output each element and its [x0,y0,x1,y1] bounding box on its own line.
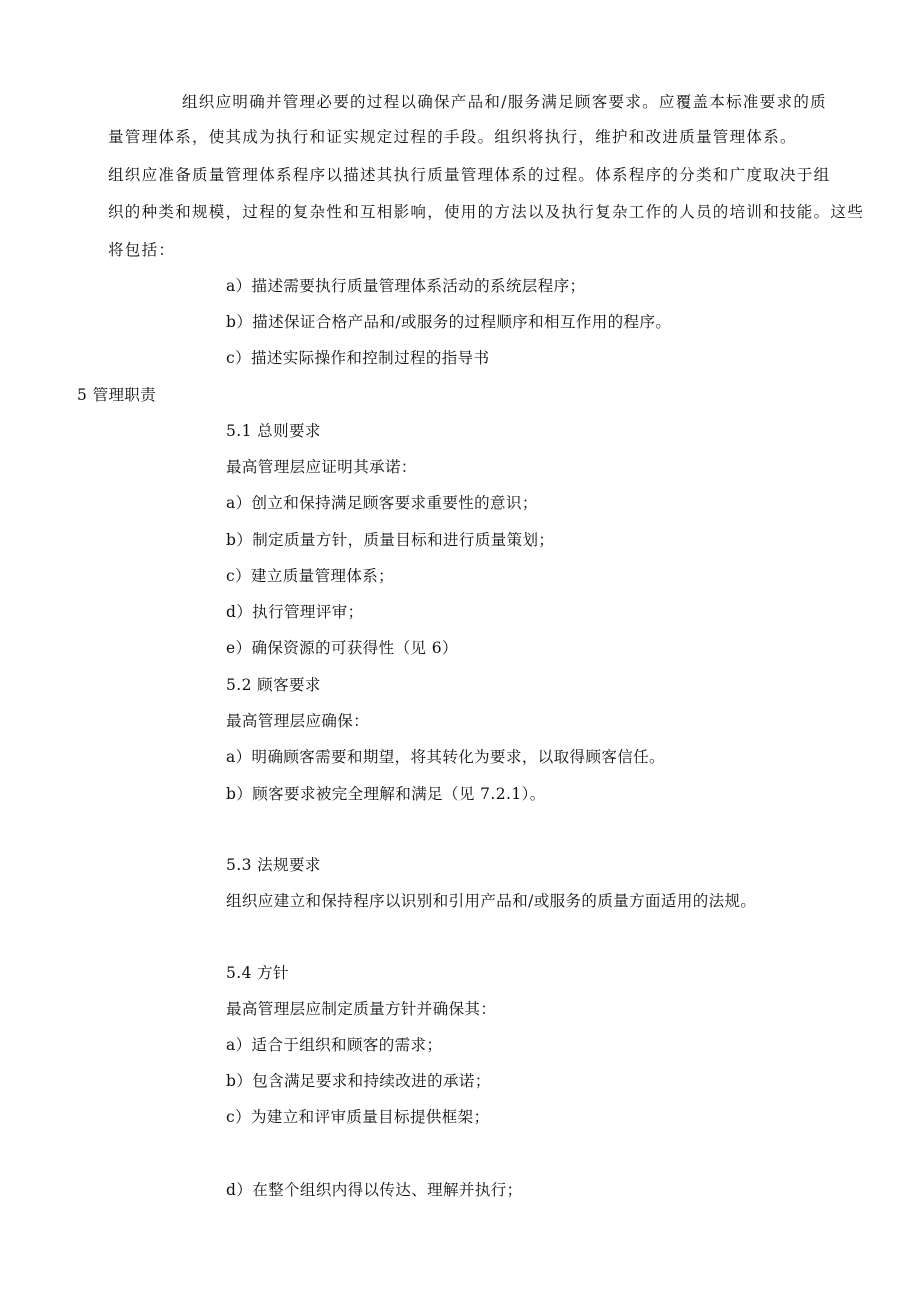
section-5-1-item: a）创立和保持满足顾客要求重要性的意识； [226,494,538,512]
section-5-4-item: b）包含满足要求和持续改进的承诺； [226,1072,491,1090]
section-5-3-text: 组织应建立和保持程序以识别和引用产品和/或服务的质量方面适用的法规。 [226,892,757,910]
section-5-1-lead: 最高管理层应证明其承诺： [226,458,417,476]
section-5-2-item: a）明确顾客需要和期望，将其转化为要求，以取得顾客信任。 [226,748,665,766]
section-5-3-heading: 5.3 法规要求 [226,856,321,874]
section-5-2-item: b）顾客要求被完全理解和满足（见 7.2.1）。 [226,785,546,803]
intro-list-item: c）描述实际操作和控制过程的指导书 [226,349,490,367]
section-5-4-heading: 5.4 方针 [226,964,289,982]
intro-paragraph-2-line-3: 将包括： [108,241,176,259]
section-5-4-item: c）为建立和评审质量目标提供框架； [226,1108,490,1126]
section-5-1-item: e）确保资源的可获得性（见 6） [226,639,458,657]
section-5-heading: 5 管理职责 [77,386,157,404]
intro-list-item: b）描述保证合格产品和/或服务的过程顺序和相互作用的程序。 [226,313,672,331]
section-5-4-item: d）在整个组织内得以传达、理解并执行； [226,1181,523,1199]
section-5-1-item: b）制定质量方针，质量目标和进行质量策划； [226,531,555,549]
section-5-4-lead: 最高管理层应制定质量方针并确保其： [226,1000,497,1018]
section-5-1-item: c）建立质量管理体系； [226,567,395,585]
section-5-1-item: d）执行管理评审； [226,603,364,621]
intro-paragraph-2-line-1: 组织应准备质量管理体系程序以描述其执行质量管理体系的过程。体系程序的分类和广度取决于组 [108,166,831,184]
section-5-1-heading: 5.1 总则要求 [226,422,321,440]
section-5-2-heading: 5.2 顾客要求 [226,676,321,694]
section-5-2-lead: 最高管理层应确保： [226,712,370,730]
intro-paragraph-2-line-2: 织的种类和规模，过程的复杂性和互相影响，使用的方法以及执行复杂工作的人员的培训和技能。这些 [108,203,865,221]
section-5-4-item: a）适合于组织和顾客的需求； [226,1036,443,1054]
intro-paragraph-1-line-2: 量管理体系，使其成为执行和证实规定过程的手段。组织将执行，维护和改进质量管理体系。 [108,128,797,146]
intro-paragraph-1-line-1: 组织应明确并管理必要的过程以确保产品和/服务满足顾客要求。应覆盖本标准要求的质 [182,93,827,111]
intro-list-item: a）描述需要执行质量管理体系活动的系统层程序； [226,277,586,295]
